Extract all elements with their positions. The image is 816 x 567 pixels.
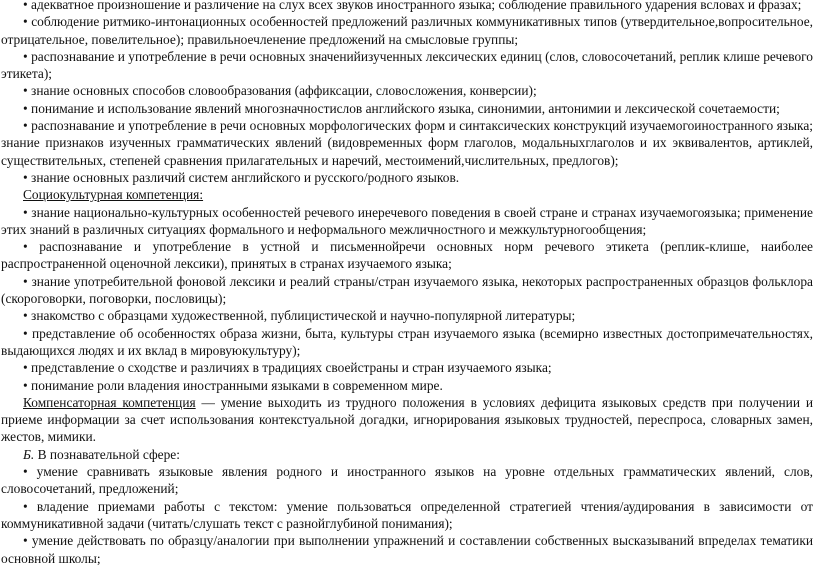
sociocultural-item: • распознавание и употребление в устной и письменнойречи основных норм речевого этикета (реплик-клише, наиболее распространенной оценочной лексики), принятых в странах изучаемого языка;: [1, 239, 813, 272]
sociocultural-item: • знакомство с образцами художественной, публицистической и научно-популярной литературы;: [23, 308, 576, 324]
section-heading-cognitive: [1, 446, 813, 463]
sociocultural-item: • понимание роли владения иностранными языками в современном мире.: [23, 377, 443, 393]
paragraph-grammar: • распознавание и употребление в речи основных морфологических форм и синтаксических конструкций изучаемогоиностранного языка; знание признаков изученных грамматических явлений (видовременных форм глаголов, модальныхглаголов и их эквивалентов, артиклей, существительных, степеней сравнения прилагательных и наречий, местоимений,числительных, предлогов);: [1, 118, 813, 168]
cognitive-item: • владение приемами работы с текстом: умение пользоваться определенной стратегией чтения/аудирования в зависимости от коммуникативной задачи (читать/слушать текст с разнойглубиной понимания);: [1, 498, 813, 531]
sociocultural-item: • представление об особенностях образа жизни, быта, культуры стран изучаемого языка (всемирно известных достопримечательностях, выдающихся людях и их вклад в мировуюкультуру);: [1, 325, 813, 358]
compensatory-text: — умение выходить из трудного положения в условиях дефицита языковых средств при получении и приеме информации за счет использования контекстуальной догадки, игнорирования языковых трудностей, переспроса, словарных замен, жестов, мимики.: [1, 394, 813, 445]
sociocultural-item: • знание употребительной фоновой лексики и реалий страны/стран изучаемого языка, некоторых распространенных образцов фольклора (скороговорки, поговорки, пословицы);: [1, 273, 813, 307]
cognitive-label: Б.: [23, 446, 35, 462]
paragraph-pronunciation: • адекватное произношение и различение на слух всех звуков иностранного языка; соблюдение правильного ударения всловах и фразах;: [23, 0, 802, 12]
sociocultural-item: • знание национально-культурных особенностей речевого инеречевого поведения в своей стране и странах изучаемогоязыка; применение этих знаний в различных ситуациях формального и неформального межличностного и межкультурногообщения;: [1, 204, 813, 237]
paragraph-compensatory: [1, 394, 813, 446]
section-heading-sociocultural: [1, 186, 813, 203]
compensatory-term: Компенсаторная компетенция: [23, 394, 196, 410]
paragraph-intonation: • соблюдение ритмико-интонационных особенностей предложений различных коммуникативных типов (утвердительное,вопросительное, отрицательное, повелительное); правильноечленение предложений на смысловые группы;: [1, 14, 813, 47]
sociocultural-heading: Социокультурная компетенция:: [23, 187, 204, 203]
paragraph-lexical-units: • распознавание и употребление в речи основных значенийизученных лексических единиц (слов, словосочетаний, реплик клише речевого этикета);: [1, 48, 813, 82]
sociocultural-item: • представление о сходстве и различиях в традициях своейстраны и стран изучаемого языка;: [23, 360, 552, 376]
cognitive-item: • умение сравнивать языковые явления родного и иностранного языков на уровне отдельных грамматических явлений, слов, словосочетаний, предложений;: [1, 464, 813, 497]
cognitive-heading: В познавательной сфере:: [34, 446, 180, 462]
paragraph-polysemy: • понимание и использование явлений многозначностислов английского языка, синонимии, антонимии и лексической сочетаемости;: [23, 100, 780, 116]
paragraph-word-formation: • знание основных способов словообразования (аффиксации, словосложения, конверсии);: [23, 83, 537, 99]
paragraph-language-differences: • знание основных различий систем английского и русского/родного языков.: [23, 169, 460, 185]
cognitive-item: • умение действовать по образцу/аналогии при выполнении упражнений и составлении собственных высказываний впределах тематики основной школы;: [1, 533, 813, 566]
